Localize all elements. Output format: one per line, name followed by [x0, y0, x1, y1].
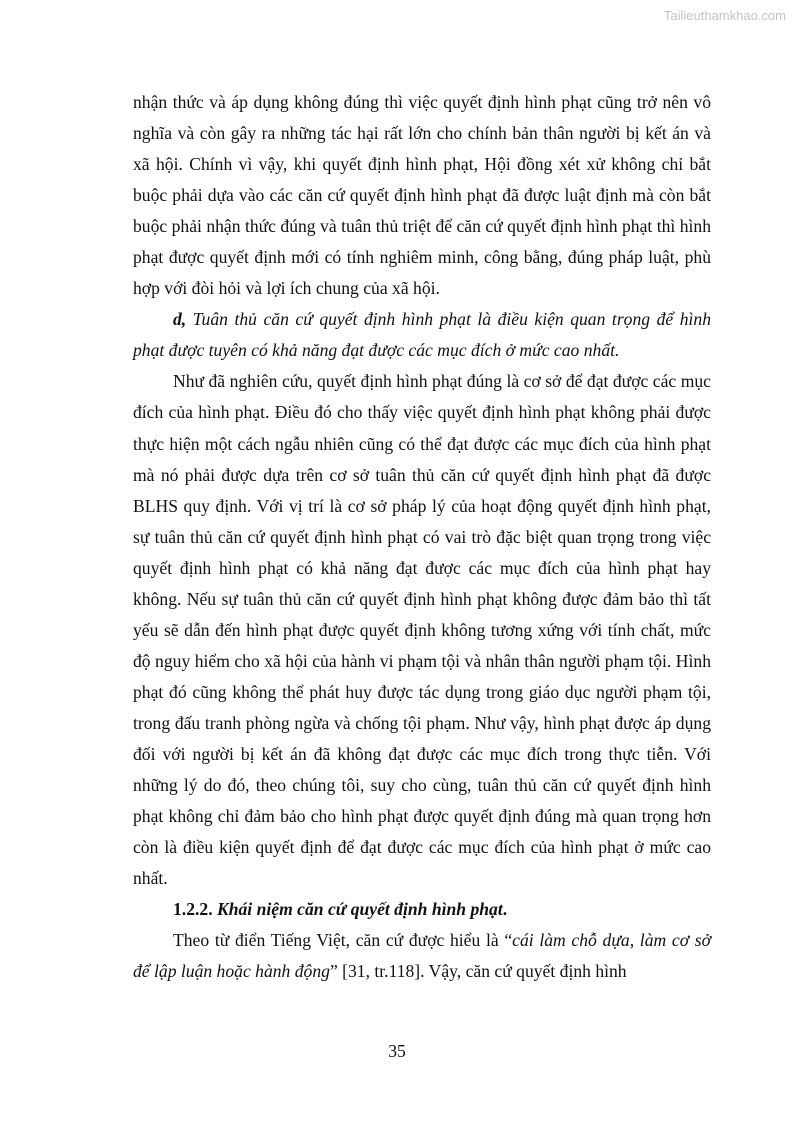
- section-number: 1.2.2.: [173, 899, 213, 920]
- dictionary-quote: cái làm chỗ dựa, làm cơ sở để lập luận hoặc hành động: [133, 930, 712, 982]
- paragraph-3: Như đã nghiên cứu, quyết định hình phạt đúng là cơ sở để đạt được các mục đích của hình phạt. Điều đó cho thấy việc quyết định hình phạt không phải được thực hiện một cách ngẫu nhiên cũng có thể đạt được các mục đích của hình phạt mà nó phải được dựa trên cơ sở tuân thủ căn cứ quyết định hình phạt đã được BLHS quy định. Với vị trí là cơ sở pháp lý của hoạt động quyết định hình phạt, sự tuân thủ căn cứ quyết định hình phạt có vai trò đặc biệt quan trọng trong việc quyết định hình phạt có khả năng đạt được các mục đích của hình phạt hay không. Nếu sự tuân thủ căn cứ quyết định hình phạt không được đảm bảo thì tất yếu sẽ dẫn đến hình phạt được quyết định không tương xứng với tính chất, mức độ nguy hiểm cho xã hội của hành vi phạm tội và nhân thân người phạm tội. Hình phạt đó cũng không thể phát huy được tác dụng trong giáo dục người phạm tội, trong đấu tranh phòng ngừa và chống tội phạm. Như vậy, hình phạt được áp dụng đối với người bị kết án đã không đạt được các mục đích trong thực tiễn. Với những lý do đó, theo chúng tôi, suy cho cùng, tuân thủ căn cứ quyết định hình phạt không chỉ đảm bảo cho hình phạt được quyết định đúng mà quan trọng hơn còn là điều kiện quyết định để đạt được các mục đích của hình phạt ở mức cao nhất.: [133, 371, 711, 889]
- paragraph-4: [133, 925, 711, 987]
- item-text: Tuân thủ căn cứ quyết định hình phạt là điều kiện quan trọng để hình phạt được tuyên có khả năng đạt được các mục đích ở mức cao nhất.: [133, 309, 711, 361]
- watermark: Tailieuthamkhao.com: [663, 8, 786, 23]
- section-title: Khái niệm căn cứ quyết định hình phạt: [212, 899, 503, 920]
- section-heading: [133, 894, 711, 925]
- paragraph-1: nhận thức và áp dụng không đúng thì việc quyết định hình phạt cũng trở nên vô nghĩa và còn gây ra những tác hại rất lớn cho chính bản thân người bị kết án và xã hội. Chính vì vậy, khi quyết định hình phạt, Hội đồng xét xử không chỉ bắt buộc phải dựa vào các căn cứ quyết định hình phạt đã được luật định mà còn bắt buộc phải nhận thức đúng và tuân thủ triệt để căn cứ quyết định hình phạt thì hình phạt được quyết định mới có tính nghiêm minh, công bằng, đúng pháp luật, phù hợp với đòi hỏi và lợi ích chung của xã hội.: [133, 92, 711, 299]
- paragraph-4-end: ” [31, tr.118]. Vậy, căn cứ quyết định hình: [329, 961, 627, 982]
- page-number: 35: [388, 1041, 406, 1061]
- item-label: d,: [173, 309, 187, 330]
- paragraph-4-start: Theo từ điển Tiếng Việt, căn cứ được hiểu là “: [173, 930, 513, 951]
- section-heading-end: .: [502, 899, 508, 920]
- paragraph-2: [133, 304, 711, 366]
- body-text: [133, 87, 711, 987]
